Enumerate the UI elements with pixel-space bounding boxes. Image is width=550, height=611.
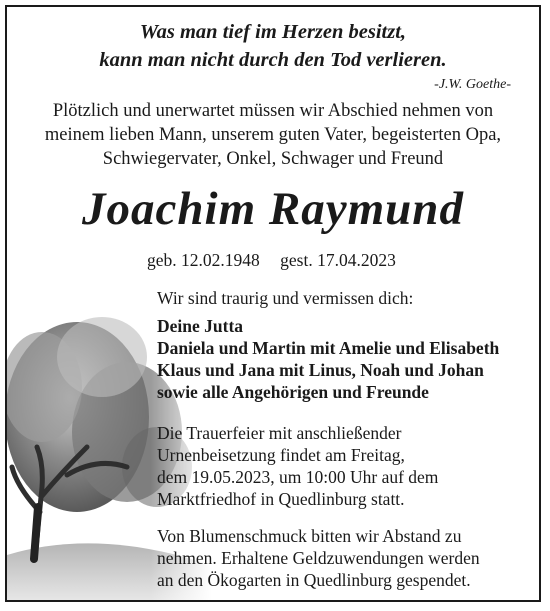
donation-info: [157, 525, 480, 591]
obituary-frame: [5, 5, 541, 602]
mourner-line: Daniela und Martin mit Amelie und Elisabeth: [157, 338, 500, 358]
mourner-line: Deine Jutta: [157, 316, 244, 336]
ceremony-line: Marktfriedhof in Quedlinburg statt.: [157, 489, 405, 509]
ceremony-line: dem 19.05.2023, um 10:00 Uhr auf dem: [157, 467, 439, 487]
life-dates: [147, 250, 412, 271]
intro-line: Plötzlich und unerwartet müssen wir Abschied nehmen von: [52, 101, 494, 121]
intro-line: meinem lieben Mann, unserem guten Vater, begeisterten Opa,: [44, 125, 502, 145]
ceremony-line: Die Trauerfeier mit anschließender: [157, 423, 402, 443]
quote-line-2: kann man nicht durch den Tod verlieren.: [99, 49, 447, 71]
mourners-list: [157, 315, 499, 403]
donation-line: Von Blumenschmuck bitten wir Abstand zu: [157, 526, 462, 546]
birth-date: geb. 12.02.1948: [147, 250, 260, 270]
quote-line-1: Was man tief im Herzen besitzt,: [139, 21, 407, 43]
death-date: gest. 17.04.2023: [280, 250, 396, 270]
mourning-intro: Wir sind traurig und vermissen dich:: [157, 288, 414, 308]
ceremony-info: [157, 422, 438, 510]
mourner-line: sowie alle Angehörigen und Freunde: [157, 382, 429, 402]
ceremony-line: Urnenbeisetzung findet am Freitag,: [157, 445, 405, 465]
donation-line: nehmen. Erhaltene Geldzuwendungen werden: [157, 548, 480, 568]
intro-text: [7, 99, 539, 171]
deceased-name: Joachim Raymund: [82, 183, 464, 235]
donation-line: an den Ökogarten in Quedlinburg gespendet.: [157, 570, 471, 590]
intro-line: Schwiegervater, Onkel, Schwager und Freund: [102, 149, 444, 169]
quote-author: -J.W. Goethe-: [434, 77, 511, 92]
mourner-line: Klaus und Jana mit Linus, Noah und Johan: [157, 360, 484, 380]
